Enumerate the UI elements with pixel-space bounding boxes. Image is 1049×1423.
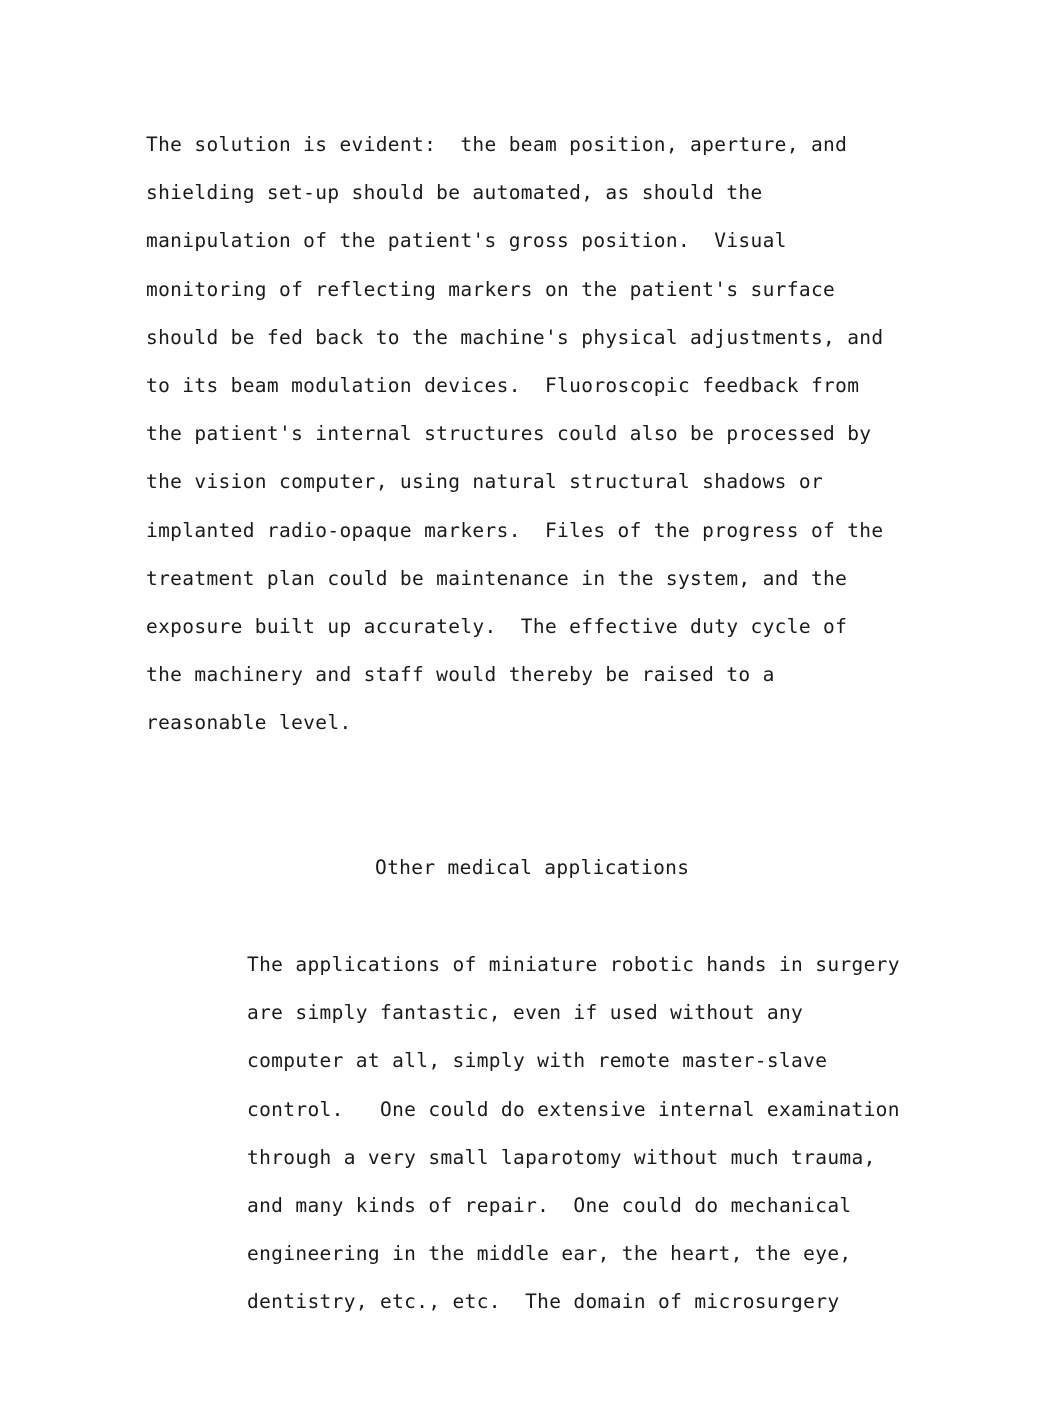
text-line: The applications of miniature robotic hands in surgery <box>247 953 900 976</box>
text-line: and many kinds of repair. One could do mechanical <box>247 1193 852 1217</box>
text-line: the patient's internal structures could also be processed by <box>146 422 872 446</box>
paragraph-treatment-automation <box>146 121 884 747</box>
text-line: through a very small laparotomy without much trauma, <box>247 1145 876 1169</box>
text-line: The solution is evident: the beam position, aperture, and <box>146 133 848 156</box>
section-heading: Other medical applications <box>375 856 690 879</box>
text-line: manipulation of the patient's gross position. Visual <box>146 229 787 253</box>
text-line: are simply fantastic, even if used without any <box>247 1001 804 1025</box>
paragraph-robotic-surgery <box>247 941 900 1327</box>
text-line: shielding set-up should be automated, as should the <box>146 181 763 205</box>
text-line: treatment plan could be maintenance in the system, and the <box>146 566 848 590</box>
text-line: the vision computer, using natural structural shadows or <box>146 470 824 494</box>
text-line: engineering in the middle ear, the heart, the eye, <box>247 1242 852 1266</box>
text-line: to its beam modulation devices. Fluoroscopic feedback from <box>146 373 860 397</box>
text-line: monitoring of reflecting markers on the patient's surface <box>146 277 836 301</box>
text-line: the machinery and staff would thereby be raised to a <box>146 663 775 687</box>
text-line: dentistry, etc., etc. The domain of microsurgery <box>247 1290 840 1314</box>
text-line: exposure built up accurately. The effective duty cycle of <box>146 614 848 638</box>
text-line: implanted radio-opaque markers. Files of the progress of the <box>146 518 884 542</box>
text-line: should be fed back to the machine's physical adjustments, and <box>146 325 884 349</box>
text-line: control. One could do extensive internal examination <box>247 1097 900 1121</box>
text-line: reasonable level. <box>146 711 352 735</box>
text-line: computer at all, simply with remote master-slave <box>247 1049 828 1073</box>
